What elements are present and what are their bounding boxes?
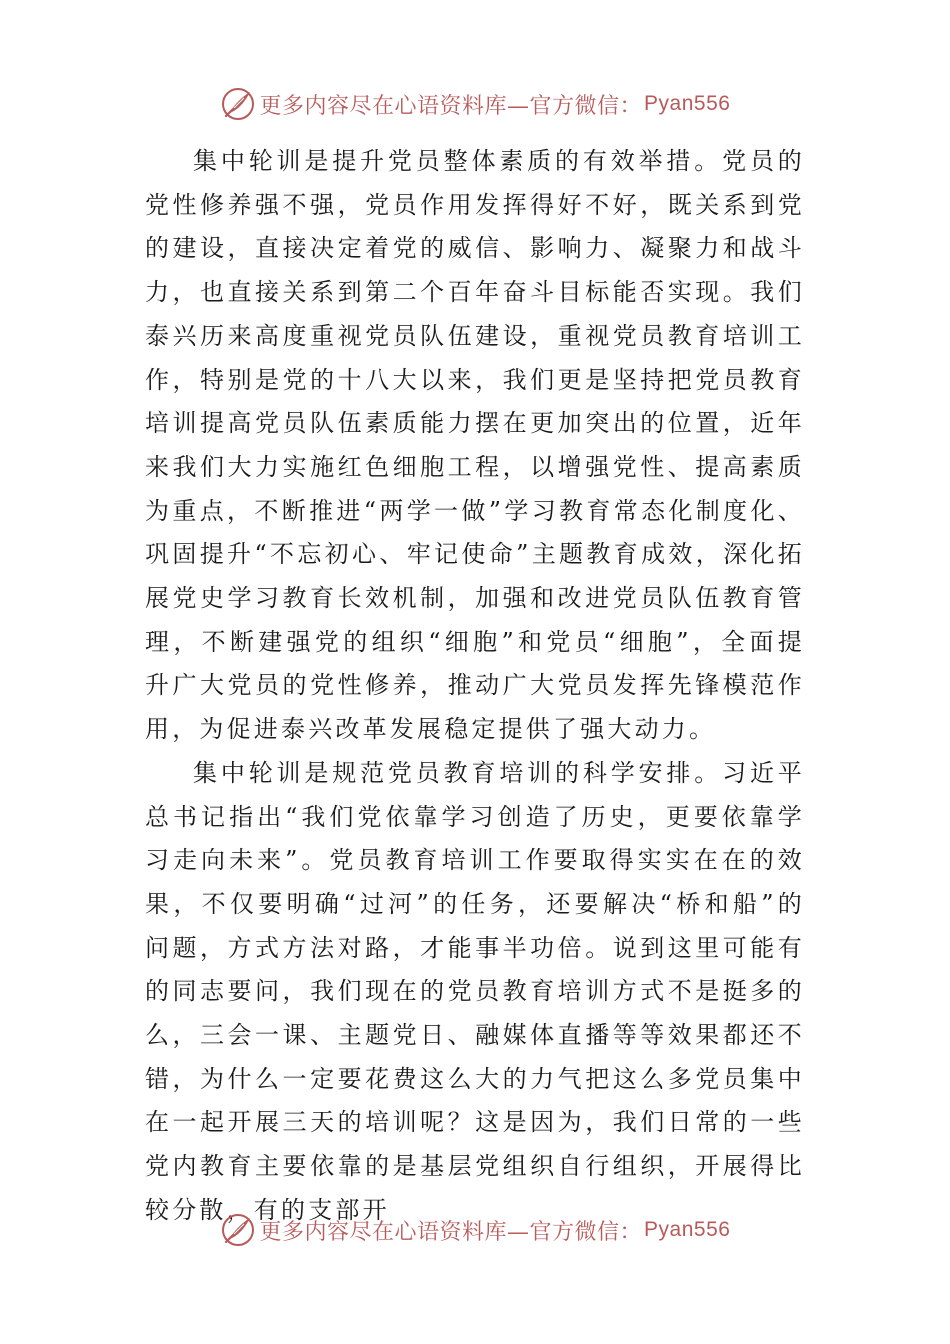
footer-banner[interactable]: [0, 1208, 950, 1252]
footer-wechat-id: Pyan556: [644, 1218, 731, 1241]
paragraph-2: 集中轮训是规范党员教育培训的科学安排。习近平总书记指出“我们党依靠学习创造了历史，更要依靠学习走向未来”。党员教育培训工作要取得实实在在的效果，不仅要明确“过河”的任务，还要解决“桥和船”的问题，方式方法对路，才能事半功倍。说到这里可能有的同志要问，我们现在的党员教育培训方式不是挺多的么，三会一课、主题党日、融媒体直播等等效果都还不错，为什么一定要花费这么大的力气把这么多党员集中在一起开展三天的培训呢？这是因为，我们日常的一些党内教育主要依靠的是基层党组织自行组织，开展得比较分散，有的支部开: [145, 758, 805, 1224]
header-banner[interactable]: [0, 82, 950, 126]
paragraph-1: 集中轮训是提升党员整体素质的有效举措。党员的党性修养强不强，党员作用发挥得好不好，既关系到党的建设，直接决定着党的威信、影响力、凝聚力和战斗力，也直接关系到第二个百年奋斗目标能否实现。我们泰兴历来高度重视党员队伍建设，重视党员教育培训工作，特别是党的十八大以来，我们更是坚持把党员教育培训提高党员队伍素质能力摆在更加突出的位置，近年来我们大力实施红色细胞工程，以增强党性、提高素质为重点，不断推进“两学一做”学习教育常态化制度化、巩固提升“不忘初心、牢记使命”主题教育成效，深化拓展党史学习教育长效机制，加强和改进党员队伍教育管理，不断建强党的组织“细胞”和党员“细胞”，全面提升广大党员的党性修养，推动广大党员发挥先锋模范作用，为促进泰兴改革发展稳定提供了强大动力。: [145, 147, 805, 744]
document-body: [145, 140, 805, 1233]
header-banner-text: 更多内容尽在心语资料库—官方微信：: [259, 93, 643, 119]
quill-pen-icon: [220, 1212, 256, 1248]
footer-banner-text: 更多内容尽在心语资料库—官方微信：: [259, 1219, 643, 1245]
header-wechat-id: Pyan556: [644, 92, 731, 115]
quill-pen-icon: [220, 86, 256, 122]
